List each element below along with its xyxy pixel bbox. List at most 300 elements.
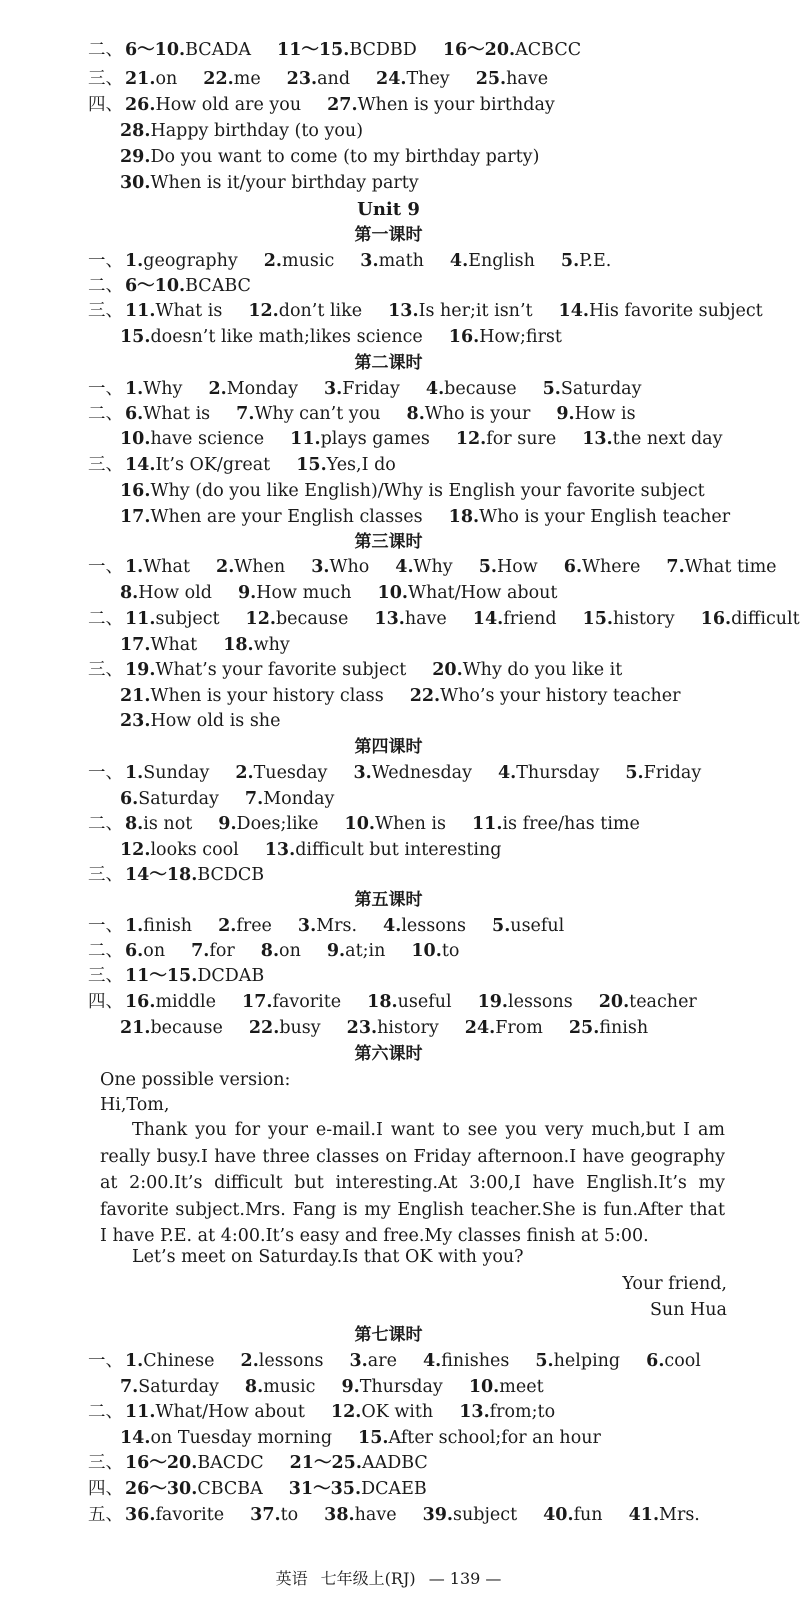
- answer-item: [459, 1402, 555, 1422]
- question-number: 1.: [125, 379, 144, 399]
- answer-item: [569, 1018, 648, 1038]
- question-number: 2.: [240, 1351, 259, 1371]
- section-marker: 三、: [88, 69, 123, 89]
- answer-text: AADBC: [361, 1453, 428, 1473]
- answer-text: subject: [453, 1505, 518, 1525]
- answer-text: Does;like: [236, 814, 319, 834]
- answer-line: [88, 658, 622, 683]
- answer-text: on: [279, 941, 301, 961]
- answer-item: [203, 69, 260, 89]
- answer-text: What is: [143, 404, 211, 424]
- question-number: 15.: [296, 455, 327, 475]
- answer-text: They: [406, 69, 450, 89]
- question-number: 11～15.: [277, 40, 350, 60]
- question-number: 1.: [125, 1351, 144, 1371]
- answer-text: Wednesday: [371, 763, 472, 783]
- question-number: 10.: [120, 429, 151, 449]
- answer-item: [358, 1428, 601, 1448]
- answer-item: [125, 1351, 215, 1371]
- question-number: 22.: [409, 686, 441, 706]
- lesson-heading: 第六课时: [354, 1044, 423, 1064]
- answer-item: [556, 404, 635, 424]
- section-marker: 三、: [88, 865, 123, 885]
- answer-text: How;first: [479, 327, 562, 347]
- section-marker: 二、: [88, 404, 123, 424]
- section-marker: 一、: [88, 1351, 123, 1371]
- answer-item: [125, 251, 238, 271]
- answer-item: [125, 404, 210, 424]
- question-number: 31～35.: [288, 1479, 362, 1499]
- answer-line: [88, 38, 581, 63]
- footer-grade: 七年级上(RJ): [320, 1569, 416, 1588]
- answer-item: [395, 557, 452, 577]
- answer-item: [125, 557, 190, 577]
- section-marker: 二、: [88, 276, 123, 296]
- question-number: 12.: [455, 429, 487, 449]
- answer-item: [191, 941, 235, 961]
- answer-item: [476, 69, 548, 89]
- question-number: 2.: [235, 763, 254, 783]
- lesson-heading: 第七课时: [354, 1325, 423, 1345]
- answer-item: [125, 865, 264, 885]
- answer-text: is not: [143, 814, 193, 834]
- answer-text: because: [150, 1018, 223, 1038]
- answer-text: Happy birthday (to you): [150, 121, 364, 141]
- answer-line: [88, 1349, 701, 1374]
- answer-item: [324, 1505, 396, 1525]
- lesson-heading: 第四课时: [354, 737, 423, 757]
- section-marker: 一、: [88, 916, 123, 936]
- answer-item: [290, 429, 430, 449]
- answer-text: Friday: [643, 763, 702, 783]
- answer-item: [426, 379, 517, 399]
- section-marker: 二、: [88, 814, 123, 834]
- answer-item: [543, 379, 642, 399]
- question-number: 7.: [191, 941, 210, 961]
- question-number: 3.: [297, 916, 317, 936]
- answer-text: to: [280, 1505, 299, 1525]
- answer-item: [120, 1377, 219, 1397]
- question-number: 8.: [260, 941, 280, 961]
- answer-line: [88, 555, 777, 580]
- section-marker: 一、: [88, 379, 123, 399]
- answer-item: [120, 121, 363, 141]
- answer-text: lessons: [508, 992, 573, 1012]
- answer-text: for sure: [486, 429, 557, 449]
- question-number: 24.: [464, 1018, 496, 1038]
- answer-text: When are your English classes: [150, 507, 423, 527]
- answer-text: music: [263, 1377, 316, 1397]
- question-number: 5.: [478, 557, 497, 577]
- question-number: 6.: [563, 557, 583, 577]
- question-number: 10.: [377, 583, 408, 603]
- answer-line: [88, 274, 251, 299]
- question-number: 7.: [120, 1377, 139, 1397]
- answer-item: [479, 557, 538, 577]
- answer-item: [469, 1377, 544, 1397]
- answer-line: [88, 93, 555, 118]
- answer-text: BACDC: [197, 1453, 264, 1473]
- answer-text: Saturday: [560, 379, 642, 399]
- answer-item: [492, 916, 564, 936]
- answer-item: [125, 40, 251, 60]
- answer-item: [347, 1018, 439, 1038]
- answer-item: [125, 69, 177, 89]
- question-number: 8.: [120, 583, 139, 603]
- answer-text: Saturday: [138, 1377, 219, 1397]
- answer-item: [374, 609, 446, 629]
- answer-text: What/How about: [407, 583, 558, 603]
- question-number: 19.: [477, 992, 509, 1012]
- answer-item: [125, 95, 301, 115]
- question-number: 2.: [218, 916, 237, 936]
- question-number: 26～30.: [125, 1479, 198, 1499]
- answer-text: DCDAB: [197, 966, 265, 986]
- answer-text: because: [444, 379, 517, 399]
- question-number: 4.: [497, 763, 517, 783]
- answer-line: [120, 427, 723, 452]
- answer-text: favorite: [272, 992, 342, 1012]
- question-number: 11.: [125, 301, 156, 321]
- answer-item: [242, 992, 341, 1012]
- answer-text: don’t like: [278, 301, 363, 321]
- question-number: 38.: [324, 1505, 355, 1525]
- answer-item: [125, 814, 192, 834]
- answer-line: [120, 787, 334, 812]
- answer-item: [125, 1402, 305, 1422]
- answer-text: finish: [599, 1018, 649, 1038]
- answer-text: math: [378, 251, 424, 271]
- answer-line: [120, 709, 280, 734]
- question-number: 11.: [125, 609, 156, 629]
- answer-text: Who’s your history teacher: [440, 686, 681, 706]
- answer-text: It’s OK/great: [155, 455, 271, 475]
- question-number: 9.: [218, 814, 237, 834]
- answer-item: [223, 635, 290, 655]
- question-number: 12.: [330, 1402, 362, 1422]
- question-number: 37.: [250, 1505, 281, 1525]
- answer-text: on: [155, 69, 178, 89]
- answer-text: Why can’t you: [254, 404, 381, 424]
- question-number: 27.: [327, 95, 358, 115]
- question-number: 18.: [223, 635, 254, 655]
- question-number: 5.: [542, 379, 561, 399]
- question-number: 26.: [125, 95, 156, 115]
- answer-line: [88, 299, 763, 324]
- answer-line: [88, 67, 548, 92]
- question-number: 23.: [346, 1018, 378, 1038]
- answer-item: [432, 660, 622, 680]
- answer-line: [120, 633, 290, 658]
- answer-line: [120, 505, 730, 530]
- answer-line: [88, 1400, 555, 1425]
- essay-signature: Sun Hua: [649, 1300, 727, 1320]
- question-number: 1.: [125, 763, 144, 783]
- answer-item: [241, 1351, 324, 1371]
- answer-text: BCADA: [185, 40, 252, 60]
- question-number: 15.: [358, 1428, 389, 1448]
- answer-text: How old is she: [150, 711, 281, 731]
- answer-text: are: [367, 1351, 397, 1371]
- answer-item: [327, 95, 555, 115]
- question-number: 14.: [472, 609, 504, 629]
- question-number: 15.: [120, 327, 151, 347]
- answer-item: [277, 40, 417, 60]
- answer-line: [120, 479, 705, 504]
- question-number: 8.: [244, 1377, 264, 1397]
- question-number: 3.: [323, 379, 343, 399]
- question-number: 9.: [326, 941, 346, 961]
- answer-item: [559, 301, 763, 321]
- question-number: 16～20.: [125, 1453, 198, 1473]
- answer-text: What time: [684, 557, 777, 577]
- question-number: 11.: [125, 1402, 156, 1422]
- answer-text: His favorite subject: [589, 301, 763, 321]
- answer-line: [88, 607, 800, 632]
- question-number: 10.: [411, 941, 442, 961]
- answer-line: [120, 1016, 648, 1041]
- answer-item: [245, 1377, 316, 1397]
- answer-text: BCDBD: [349, 40, 417, 60]
- answer-item: [218, 916, 272, 936]
- answer-text: Monday: [226, 379, 298, 399]
- answer-item: [236, 404, 380, 424]
- answer-text: history: [612, 609, 675, 629]
- answer-item: [341, 1377, 442, 1397]
- answer-line: [88, 1451, 428, 1476]
- section-marker: 三、: [88, 1453, 123, 1473]
- page-number: — 139 —: [428, 1569, 502, 1588]
- answer-item: [498, 763, 599, 783]
- answer-line: [88, 402, 636, 427]
- answer-text: Mrs.: [659, 1505, 700, 1525]
- question-number: 15.: [582, 609, 613, 629]
- answer-text: have: [506, 69, 549, 89]
- answer-text: cool: [664, 1351, 701, 1371]
- question-number: 1.: [125, 557, 144, 577]
- section-marker: 一、: [88, 557, 123, 577]
- question-number: 3.: [353, 763, 372, 783]
- answer-item: [583, 609, 675, 629]
- page-footer: [0, 1566, 777, 1589]
- answer-item: [376, 69, 450, 89]
- answer-item: [407, 404, 531, 424]
- answer-item: [388, 301, 532, 321]
- question-number: 23.: [286, 69, 318, 89]
- answer-text: Thursday: [516, 763, 600, 783]
- answer-item: [125, 660, 406, 680]
- answer-line: [120, 1375, 544, 1400]
- answer-text: is free/has time: [502, 814, 640, 834]
- answer-item: [120, 686, 384, 706]
- answer-item: [120, 147, 539, 167]
- answer-item: [238, 583, 352, 603]
- answer-item: [290, 1453, 428, 1473]
- answer-text: Who: [329, 557, 370, 577]
- footer-subject: 英语: [275, 1569, 308, 1588]
- answer-item: [465, 1018, 543, 1038]
- answer-text: the next day: [612, 429, 723, 449]
- answer-text: What’s your favorite subject: [155, 660, 407, 680]
- answer-text: middle: [155, 992, 217, 1012]
- answer-item: [245, 789, 335, 809]
- answer-line: [120, 325, 562, 350]
- answer-text: fun: [573, 1505, 603, 1525]
- answer-item: [125, 609, 220, 629]
- essay-intro: One possible version:: [100, 1070, 291, 1090]
- answer-text: on: [143, 941, 166, 961]
- answer-item: [350, 1351, 397, 1371]
- answer-item: [125, 763, 209, 783]
- answer-item: [208, 379, 298, 399]
- answer-item: [120, 789, 219, 809]
- answer-item: [367, 992, 451, 1012]
- lesson-heading: 第三课时: [354, 532, 423, 552]
- question-number: 7.: [236, 404, 255, 424]
- answer-item: [120, 173, 419, 193]
- question-number: 16.: [125, 992, 156, 1012]
- lesson-heading: 第二课时: [354, 353, 423, 373]
- question-number: 14.: [558, 301, 589, 321]
- answer-text: plays games: [320, 429, 430, 449]
- answer-item: [120, 429, 264, 449]
- answer-text: What: [150, 635, 198, 655]
- answer-text: why: [253, 635, 290, 655]
- answer-text: How much: [256, 583, 352, 603]
- answer-text: P.E.: [579, 251, 612, 271]
- question-number: 6.: [120, 789, 139, 809]
- answer-line: [120, 171, 419, 196]
- answer-line: [120, 581, 557, 606]
- answer-text: Why: [143, 379, 183, 399]
- answer-text: useful: [397, 992, 452, 1012]
- question-number: 10.: [468, 1377, 500, 1397]
- answer-text: Do you want to come (to my birthday party): [150, 147, 540, 167]
- answer-text: lessons: [401, 916, 467, 936]
- question-number: 10.: [344, 814, 375, 834]
- answer-text: From: [495, 1018, 543, 1038]
- section-marker: 四、: [88, 1479, 123, 1499]
- answer-text: lessons: [258, 1351, 324, 1371]
- answer-line: [88, 249, 611, 274]
- answer-text: to: [441, 941, 460, 961]
- answer-item: [473, 609, 557, 629]
- answer-text: have: [354, 1505, 397, 1525]
- answer-item: [423, 1351, 509, 1371]
- answer-text: Tuesday: [253, 763, 328, 783]
- question-number: 5.: [535, 1351, 554, 1371]
- question-number: 21.: [125, 69, 156, 89]
- section-marker: 二、: [88, 941, 123, 961]
- answer-text: How is: [574, 404, 636, 424]
- answer-text: useful: [510, 916, 565, 936]
- question-number: 12.: [120, 840, 151, 860]
- answer-item: [625, 763, 701, 783]
- answer-item: [311, 557, 369, 577]
- answer-text: have science: [150, 429, 265, 449]
- answer-text: free: [236, 916, 272, 936]
- answer-item: [561, 251, 611, 271]
- answer-text: on Tuesday morning: [150, 1428, 333, 1448]
- answer-item: [246, 609, 349, 629]
- answer-text: Why do you like it: [462, 660, 623, 680]
- question-number: 13.: [264, 840, 296, 860]
- answer-item: [535, 1351, 620, 1371]
- answer-item: [125, 916, 192, 936]
- answer-line: [120, 145, 539, 170]
- answer-item: [410, 686, 681, 706]
- answer-item: [125, 966, 264, 986]
- answer-line: [88, 453, 396, 478]
- question-number: 6～10.: [125, 276, 186, 296]
- answer-text: ACBCC: [515, 40, 582, 60]
- question-number: 13.: [459, 1402, 490, 1422]
- answer-item: [120, 711, 280, 731]
- answer-text: Who is your: [424, 404, 531, 424]
- section-marker: 三、: [88, 301, 123, 321]
- question-number: 23.: [120, 711, 151, 731]
- answer-item: [472, 814, 640, 834]
- question-number: 4.: [449, 251, 469, 271]
- answer-item: [324, 379, 400, 399]
- answer-text: When is your birthday: [357, 95, 555, 115]
- answer-text: How old: [138, 583, 212, 603]
- answer-text: difficult but interesting: [295, 840, 502, 860]
- answer-text: Sunday: [143, 763, 210, 783]
- section-marker: 二、: [88, 609, 123, 629]
- lesson-heading: 第五课时: [354, 890, 423, 910]
- answer-text: me: [233, 69, 261, 89]
- answer-text: geography: [143, 251, 238, 271]
- question-number: 3.: [311, 557, 330, 577]
- answer-text: doesn’t like math;likes science: [150, 327, 423, 347]
- question-number: 19.: [125, 660, 156, 680]
- answer-item: [264, 251, 335, 271]
- question-number: 13.: [582, 429, 613, 449]
- question-number: 4.: [422, 1351, 442, 1371]
- answer-text: What: [143, 557, 191, 577]
- answer-item: [249, 1018, 321, 1038]
- answer-text: Who is your English teacher: [479, 507, 731, 527]
- question-number: 9.: [237, 583, 257, 603]
- section-marker: 四、: [88, 992, 123, 1012]
- answer-item: [327, 941, 386, 961]
- lesson-heading: 第一课时: [354, 225, 423, 245]
- question-number: 7.: [244, 789, 264, 809]
- question-number: 11.: [472, 814, 503, 834]
- section-marker: 一、: [88, 251, 123, 271]
- answer-text: Yes,I do: [326, 455, 396, 475]
- answer-item: [701, 609, 800, 629]
- answer-item: [125, 992, 216, 1012]
- answer-line: [88, 863, 264, 888]
- answer-text: Why (do you like English)/Why is English your favorite subject: [150, 481, 705, 501]
- question-number: 12.: [245, 609, 276, 629]
- answer-line: [88, 1503, 700, 1528]
- answer-text: What/How about: [155, 1402, 305, 1422]
- question-number: 22.: [248, 1018, 280, 1038]
- question-number: 2.: [216, 557, 235, 577]
- answer-item: [120, 635, 197, 655]
- answer-text: Is her;it isn’t: [418, 301, 533, 321]
- answer-line: [88, 812, 640, 837]
- question-number: 16～20.: [442, 40, 516, 60]
- section-marker: 一、: [88, 763, 123, 783]
- answer-item: [125, 276, 251, 296]
- answer-text: difficult: [731, 609, 800, 629]
- question-number: 17.: [242, 992, 273, 1012]
- answer-text: Thursday: [359, 1377, 443, 1397]
